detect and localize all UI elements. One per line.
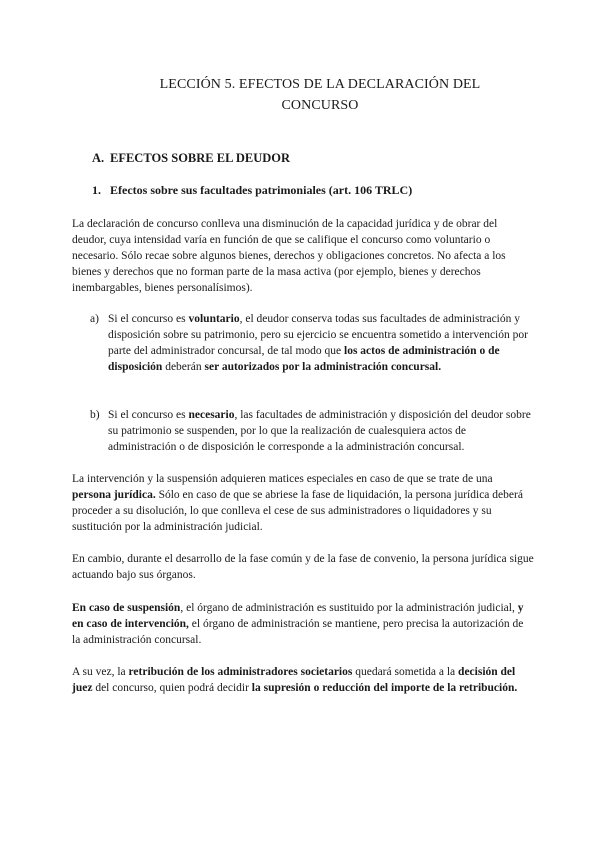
bold-run: retribución de los administradores societarios [128, 666, 353, 678]
bold-run: los actos de administración o de disposición [108, 345, 500, 373]
text-run: Sólo en caso de que se abriese la fase de liquidación, la persona jurídica deberá proceder a su disolución, lo que conlleva el cese de sus administradores o liquidadores y su sustitución por la administración judicial. [72, 489, 523, 533]
paragraph-fase-comun: En cambio, durante el desarrollo de la fase común y de la fase de convenio, la persona jurídica sigue actuando bajo sus órganos. [72, 553, 534, 581]
paragraph-suspension-intervencion [72, 600, 534, 648]
section-heading [92, 151, 290, 166]
text-run: el órgano de administración se mantiene, pero precisa la autorización de la administración concursal. [72, 618, 524, 646]
bold-run: decisión del juez [72, 666, 516, 694]
page-title [120, 74, 520, 116]
bold-run: En caso de suspensión [72, 602, 181, 614]
paragraph-retribucion [72, 664, 534, 696]
bold-run: y en caso de intervención, [72, 602, 524, 630]
bold-run: persona jurídica. [72, 489, 156, 501]
section-marker: A. [92, 151, 105, 165]
subsection-heading [92, 183, 412, 198]
text-run: Si el concurso es [108, 313, 189, 325]
bold-run: la supresión o reducción del importe de la retribución. [251, 682, 518, 694]
list-item-b-text [108, 407, 534, 455]
text-run: , el órgano de administración es sustituido por la administración judicial, [180, 602, 518, 614]
list-marker-b: b) [90, 409, 100, 421]
bold-run: voluntario [188, 313, 240, 325]
list-item-a [90, 311, 534, 375]
list-marker-a: a) [90, 313, 99, 325]
text-run: , el deudor conserva todas sus facultades de administración y disposición sobre su patrimonio, pero su ejercicio se encuentra sometido a intervención por parte del administrador concursal, de tal modo que [108, 313, 528, 357]
bold-run: necesario [188, 409, 235, 421]
section-heading-text: EFECTOS SOBRE EL DEUDOR [110, 151, 291, 165]
text-run: La intervención y la suspensión adquieren matices especiales en caso de que se trate de una [72, 473, 493, 485]
text-run: del concurso, quien podrá decidir [92, 682, 252, 694]
title-line-2: CONCURSO [281, 98, 359, 113]
paragraph-persona-juridica [72, 471, 534, 535]
text-run: deberán [162, 361, 205, 373]
list-item-b [90, 407, 534, 455]
text-run: , las facultades de administración y disposición del deudor sobre su patrimonio se suspenden, por lo que la realización de cualesquiera actos de administración o de disposición le corresponde a la administración concursal. [108, 409, 531, 453]
paragraph-intro: La declaración de concurso conlleva una disminución de la capacidad jurídica y de obrar del deudor, cuya intensidad varía en función de que se califique el concurso como voluntario o necesario. Sólo recae sobre algunos bienes, derechos y obligaciones concretos. No afecta a los bienes y derechos que no forman parte de la masa activa (por ejemplo, bienes y derechos inembargables, bienes personalísimos). [72, 218, 506, 294]
bold-run: ser autorizados por la administración concursal. [204, 361, 442, 373]
subsection-heading-text: Efectos sobre sus facultades patrimoniales (art. 106 TRLC) [110, 183, 413, 197]
text-run: Si el concurso es [108, 409, 189, 421]
list-item-a-text [108, 311, 534, 375]
text-run: quedará sometida a la [352, 666, 459, 678]
subsection-marker: 1. [92, 183, 101, 197]
title-line-1: LECCIÓN 5. EFECTOS DE LA DECLARACIÓN DEL [159, 77, 481, 92]
text-run: A su vez, la [72, 666, 129, 678]
